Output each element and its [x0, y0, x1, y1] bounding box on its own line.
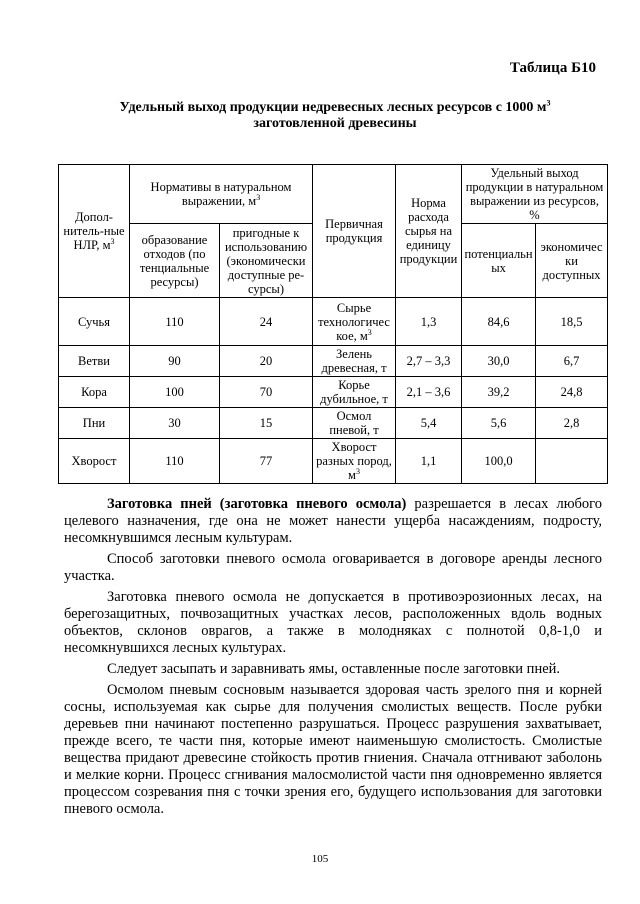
header-norm-rate: Норма расхода сырья на единицу продукции — [396, 165, 462, 298]
cell-usable: 77 — [220, 439, 313, 484]
table-row — [59, 377, 608, 408]
cell-waste: 110 — [130, 298, 220, 346]
paragraph-stump-harvesting: Заготовка пней (заготовка пневого осмола) разрешается в лесах любого целевого назначения, где она не может нанести ущерба насаждениям, подросту, несомкнувшимся лесным культурам. — [64, 496, 602, 546]
header-yield-economic: экономичес ки доступных — [536, 224, 608, 298]
cell-product: Осмол пневой, т — [313, 408, 396, 439]
paragraph-bold-lead: Заготовка пней (заготовка пневого осмола) — [107, 496, 407, 512]
cell-name: Хворост — [59, 439, 130, 484]
cell-waste: 90 — [130, 346, 220, 377]
page-number: 105 — [311, 853, 329, 865]
paragraph-resin-wood: Осмолом пневым сосновым называется здоровая часть зрелого пня и корней сосны, используемая как сырье для получения смолистых веществ. После рубки деревьев пни начинают постепенно разрушаться. Процесс разрушения захватывает, прежде всего, те части пня, которые имеют наименьшую смолистость. Смолистые вещества придают древесине стойкость против гниения. Сначала отгнивают заболонь и мелкие корни. Процесс сгнивания малосмолистой части пня одновременно является процессом созревания пня с точки зрения его, будущего использования для заготовки пневого осмола. — [64, 682, 602, 817]
cell-usable: 70 — [220, 377, 313, 408]
table-header-row — [59, 165, 608, 224]
table-title — [100, 100, 570, 132]
cell-norm: 1,1 — [396, 439, 462, 484]
table-row — [59, 346, 608, 377]
cell-waste: 30 — [130, 408, 220, 439]
cell-usable: 20 — [220, 346, 313, 377]
cell-usable: 15 — [220, 408, 313, 439]
cell-name: Ветви — [59, 346, 130, 377]
cell-product: Сырье технологичес кое, $м^3$ — [313, 298, 396, 346]
cell-economic — [536, 439, 608, 484]
title-sup: 3 — [546, 98, 551, 108]
table-row — [59, 298, 608, 346]
cell-potential: 30,0 — [462, 346, 536, 377]
paragraph-method: Способ заготовки пневого осмола оговаривается в договоре аренды лесного участка. — [64, 551, 602, 584]
title-main: Удельный выход продукции недревесных лесных ресурсов с 1000 м — [119, 100, 547, 115]
table-label: Таблица Б10 — [509, 60, 596, 76]
table-row — [59, 408, 608, 439]
paragraph-pits: Следует засыпать и заравнивать ямы, оставленные после заготовки пней. — [107, 661, 561, 677]
title-line2: заготовленной древесины — [253, 116, 417, 131]
cell-waste: 110 — [130, 439, 220, 484]
cell-potential: 39,2 — [462, 377, 536, 408]
cell-product: Хворост разных пород, $м^3$ — [313, 439, 396, 484]
yield-table — [58, 164, 608, 484]
cell-waste: 100 — [130, 377, 220, 408]
paragraph-restrictions: Заготовка пневого осмола не допускается в противоэрозионных лесах, на берегозащитных, почвозащитных участках лесов, расположенных вдоль водных объектов, склонов оврагов, а также в молодняках с полнотой 0,8-1,0 и несомкнувшихся лесных культурах. — [64, 589, 602, 656]
cell-norm: 5,4 — [396, 408, 462, 439]
cell-economic: 2,8 — [536, 408, 608, 439]
cell-name: Сучья — [59, 298, 130, 346]
cell-potential: 5,6 — [462, 408, 536, 439]
header-resource: Допол-нитель-ные НЛР, $м^3$ — [59, 165, 130, 298]
table-row — [59, 439, 608, 484]
header-yield-potential: потенциальн ых — [462, 224, 536, 298]
cell-norm: 2,7 – 3,3 — [396, 346, 462, 377]
header-waste: образование отходов (по тенциальные ресурсы) — [130, 224, 220, 298]
cell-economic: 6,7 — [536, 346, 608, 377]
cell-name: Кора — [59, 377, 130, 408]
cell-product: Зелень древесная, т — [313, 346, 396, 377]
cell-economic: 24,8 — [536, 377, 608, 408]
cell-name: Пни — [59, 408, 130, 439]
cell-norm: 2,1 – 3,6 — [396, 377, 462, 408]
header-norms: Нормативы в натуральном выражении, $м^3$ — [130, 165, 313, 224]
cell-potential: 100,0 — [462, 439, 536, 484]
header-usable: пригодные к использованию (экономически доступные ре-сурсы) — [220, 224, 313, 298]
cell-product: Корье дубильное, т — [313, 377, 396, 408]
cell-norm: 1,3 — [396, 298, 462, 346]
header-primary: Первичная продукция — [313, 165, 396, 298]
cell-potential: 84,6 — [462, 298, 536, 346]
cell-usable: 24 — [220, 298, 313, 346]
body-text — [64, 496, 602, 822]
header-yield: Удельный выход продукции в натуральном выражении из ресурсов, % — [462, 165, 608, 224]
cell-economic: 18,5 — [536, 298, 608, 346]
